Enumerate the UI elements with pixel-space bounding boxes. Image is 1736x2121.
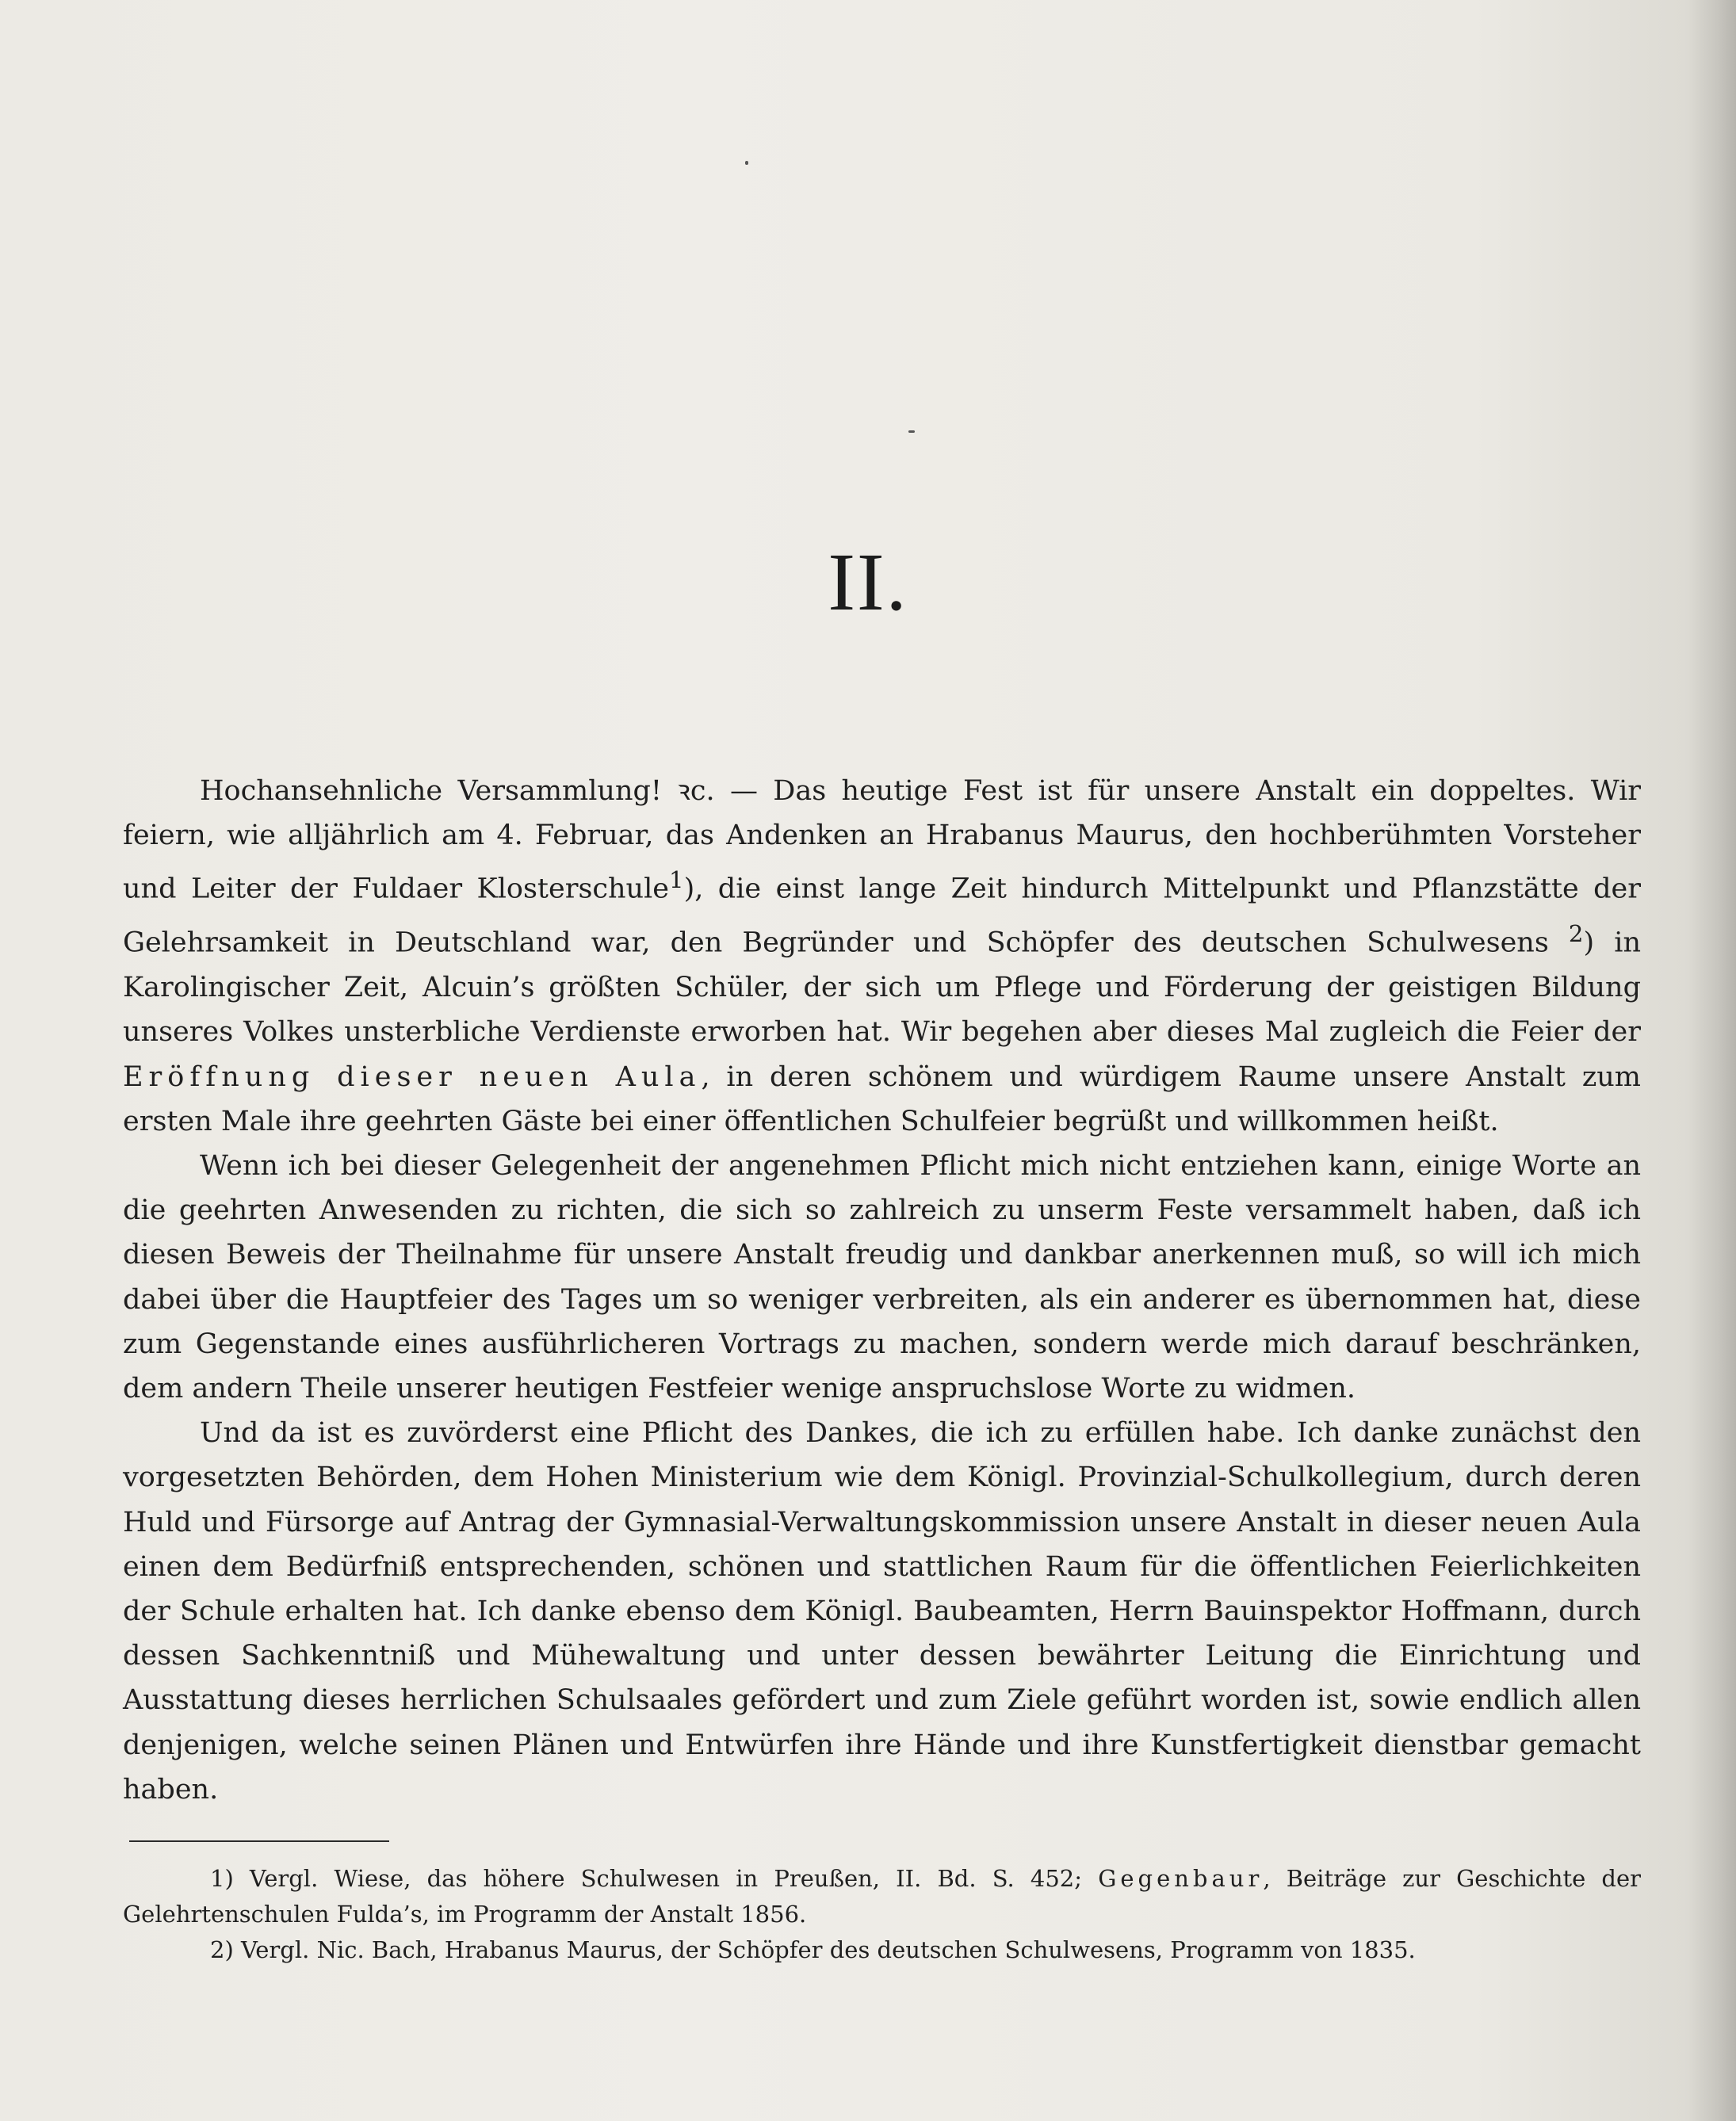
text-run: ), die einst lange Zeit hindurch Mittelpunkt und Pflanzstätte der Gelehrsamkeit in Deutschland war, den Begründer und Schöpfer des deutschen Schulwesens xyxy=(123,873,1641,959)
text-run: , in deren schönem und würdigem Raume unsere Anstalt zum ersten Male ihre geehrten Gäste bei einer öffentlichen Schulfeier begrüßt und willkommen heißt. xyxy=(123,1060,1641,1137)
paper-speck xyxy=(908,430,915,433)
text-run: Und da ist es zuvörderst eine Pflicht des Dankes, die ich zu erfüllen habe. Ich danke zunächst den vorgesetzten Behörden, dem Hohen Ministerium wie dem Königl. Provinzial-Schulkollegium, durch deren Huld und Fürsorge auf Antrag der Gymnasial-Verwaltungskommission unsere Anstalt in dieser neuen Aula einen dem Bedürfniß entsprechenden, schönen und stattlichen Raum für die öffentlichen Feierlichkeiten der Schule erhalten hat. Ich danke ebenso dem Königl. Baubeamten, Herrn Bauinspektor Hoffmann, durch dessen Sachkenntniß und Mühewaltung und unter dessen bewährter Leitung die Einrichtung und Ausstattung dieses herrlichen Schulsaales gefördert und zum Ziele geführt worden ist, sowie endlich allen denjenigen, welche seinen Plänen und Entwürfen ihre Hände und ihre Kunstfertigkeit dienstbar gemacht haben. xyxy=(123,1417,1641,1806)
page-edge-shadow xyxy=(1688,0,1736,2121)
footnote-ref: 1 xyxy=(669,866,684,894)
text-run: Wenn ich bei dieser Gelegenheit der angenehmen Pflicht mich nicht entziehen kann, einige Worte an die geehrten Anwesenden zu richten, die sich so zahlreich zu unserm Feste versammelt haben, daß ich diesen Beweis der Theilnahme für unsere Anstalt freudig und dankbar anerkennen muß, so will ich mich dabei über die Hauptfeier des Tages um so weniger verbreiten, als ein anderer es übernommen hat, diese zum Gegenstande eines ausführlicheren Vortrags zu machen, sondern werde mich darauf beschränken, dem andern Theile unserer heutigen Festfeier wenige anspruchslose Worte zu widmen. xyxy=(123,1149,1641,1404)
text-run: 2) Vergl. Nic. Bach, Hrabanus Maurus, der Schöpfer des deutschen Schulwesens, Programm von 1835. xyxy=(210,1936,1416,1963)
paragraph xyxy=(123,1144,1641,1411)
paragraph xyxy=(123,769,1641,1144)
footnotes xyxy=(123,1861,1641,1968)
spaced-emphasis: Eröffnung dieser neuen Aula xyxy=(123,1060,702,1093)
text-run: , Beiträge zur Geschichte der Gelehrtenschulen Fulda’s, im Programm der Anstalt 1856. xyxy=(123,1865,1642,1928)
text-run: Hochansehnliche Versammlung! ꝛc. — Das heutige Fest ist für unsere Anstalt ein doppeltes. Wir feiern, wie alljährlich am 4. Februar, das Andenken an Hrabanus Maurus, den hochberühmten Vorsteher und Leiter der Fuldaer Klosterschule xyxy=(123,775,1641,906)
footnote xyxy=(123,1861,1641,1932)
footnote-rule xyxy=(129,1840,389,1842)
paragraph xyxy=(123,1411,1641,1812)
paper-speck xyxy=(745,161,748,165)
footnote xyxy=(123,1932,1641,1968)
spaced-emphasis: Gegenbaur xyxy=(1098,1865,1264,1892)
text-run: 1) Vergl. Wiese, das höhere Schulwesen in Preußen, II. Bd. S. 452; xyxy=(210,1865,1099,1892)
main-text xyxy=(123,769,1641,1812)
footnote-ref: 2 xyxy=(1568,920,1584,948)
section-heading: II. xyxy=(828,537,908,628)
text-run: ) in Karolingischer Zeit, Alcuin’s größten Schüler, der sich um Pflege und Förderung der geistigen Bildung unseres Volkes unsterbliche Verdienste erworben hat. Wir begehen aber dieses Mal zugleich die Feier der xyxy=(123,927,1641,1049)
